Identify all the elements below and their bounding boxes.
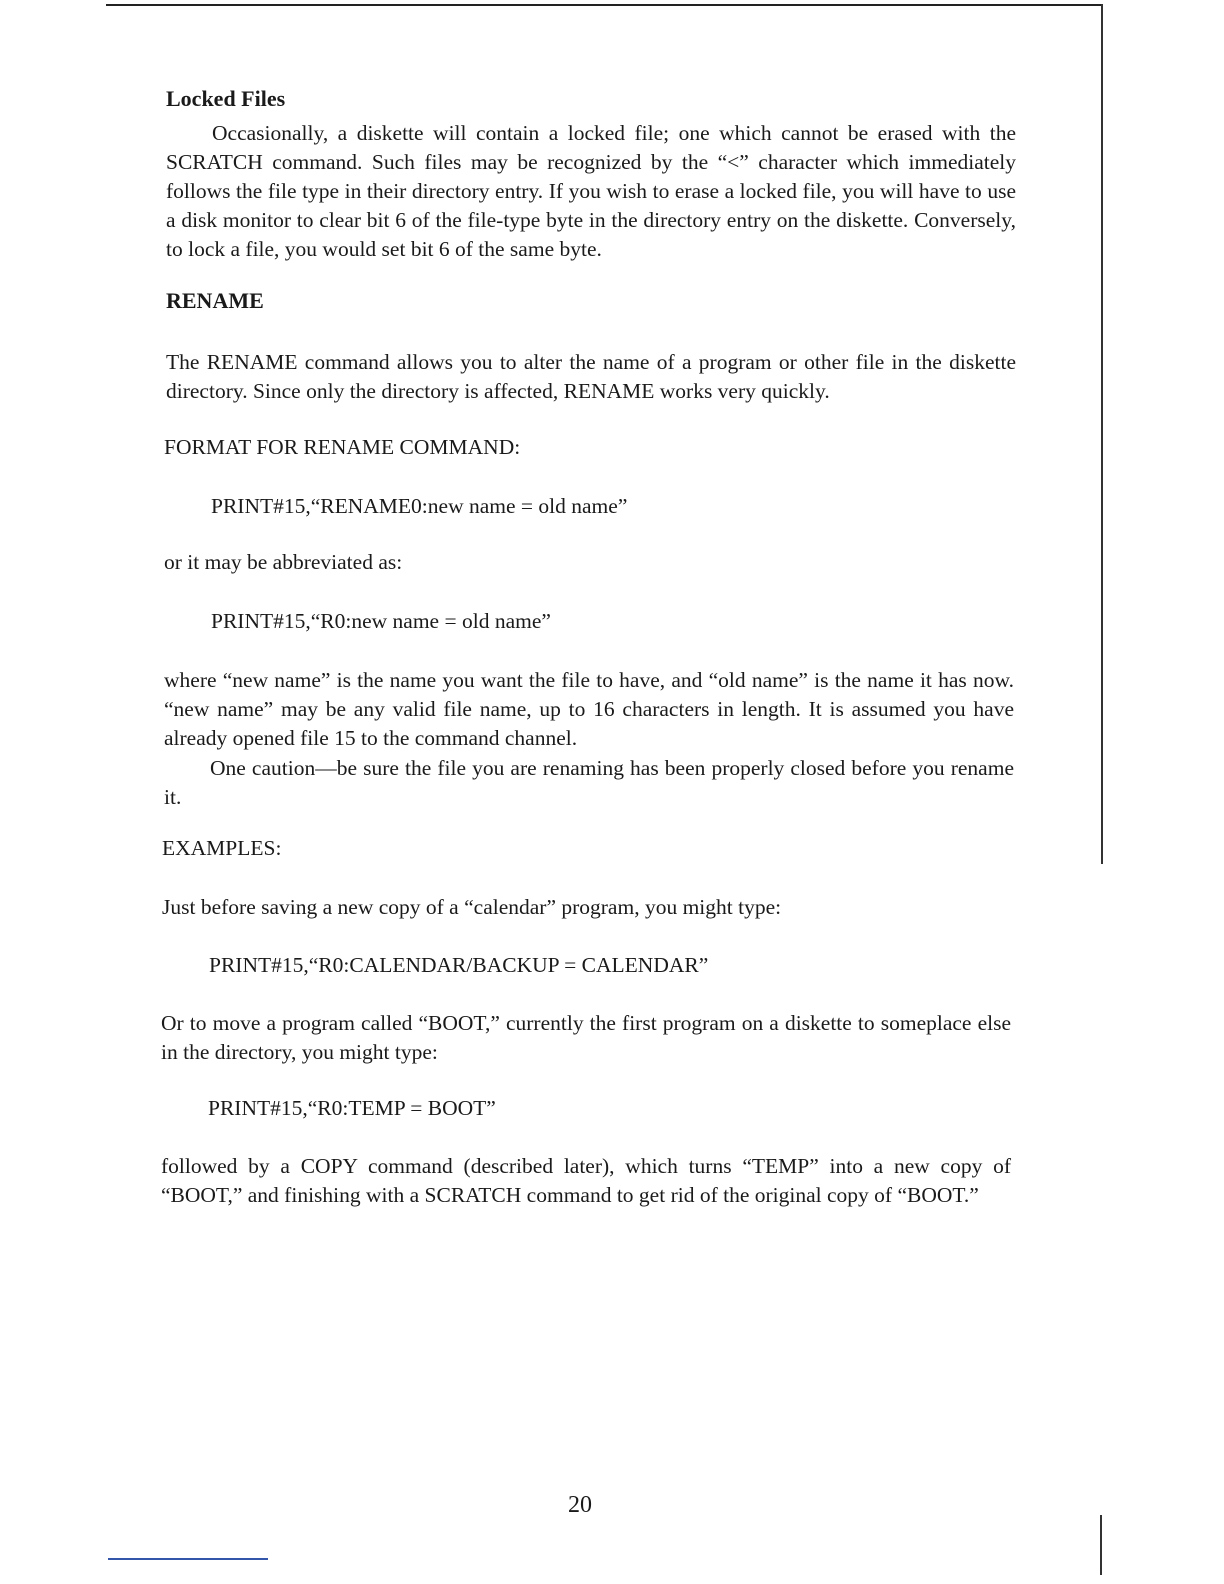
rename-explanation-paragraph: where “new name” is the name you want the file to have, and “old name” is the name it has now. “new name” may be any valid file name, up to 16 characters in length. It is assumed you have already opened file 15 to the command channel. (164, 668, 1014, 750)
example-1-text: Just before saving a new copy of a “calendar” program, you might type: (162, 895, 782, 919)
rename-caution-paragraph: One caution—be sure the file you are renaming has been properly closed before you rename it. (164, 756, 1014, 809)
rename-abbrev-label: or it may be abbreviated as: (164, 550, 403, 574)
top-border-rule (106, 4, 1102, 6)
rename-intro-paragraph: The RENAME command allows you to alter the name of a program or other file in the diskette directory. Since only the directory is affected, RENAME works very quickly. (166, 350, 1016, 403)
locked-files-heading: Locked Files (166, 86, 286, 111)
rename-heading: RENAME (166, 288, 264, 313)
locked-files-paragraph: Occasionally, a diskette will contain a locked file; one which cannot be erased with the SCRATCH command. Such files may be recognized by the “<” character which immediately follows the file type in their directory entry. If you wish to erase a locked file, you will have to use a disk monitor to clear bit 6 of the file-type byte in the directory entry on the diskette. Conversely, to lock a file, you would set bit 6 of the same byte. (166, 121, 1016, 261)
right-border-rule-lower (1100, 1515, 1102, 1575)
rename-format-label: FORMAT FOR RENAME COMMAND: (164, 435, 521, 459)
example-2-followup-paragraph: followed by a COPY command (described later), which turns “TEMP” into a new copy of “BOOT,” and finishing with a SCRATCH command to get rid of the original copy of “BOOT.” (161, 1154, 1011, 1207)
rename-abbrev-code: PRINT#15,“R0:new name = old name” (211, 609, 551, 633)
examples-label: EXAMPLES: (162, 836, 282, 860)
example-2-text: Or to move a program called “BOOT,” currently the first program on a diskette to someplace else in the directory, you might type: (161, 1011, 1011, 1064)
bottom-border-rule (108, 1558, 268, 1560)
right-border-rule (1101, 4, 1103, 864)
rename-format-code: PRINT#15,“RENAME0:new name = old name” (211, 494, 628, 518)
page-number: 20 (568, 1492, 592, 1518)
example-1-code: PRINT#15,“R0:CALENDAR/BACKUP = CALENDAR” (209, 953, 709, 977)
example-2-code: PRINT#15,“R0:TEMP = BOOT” (208, 1096, 496, 1120)
